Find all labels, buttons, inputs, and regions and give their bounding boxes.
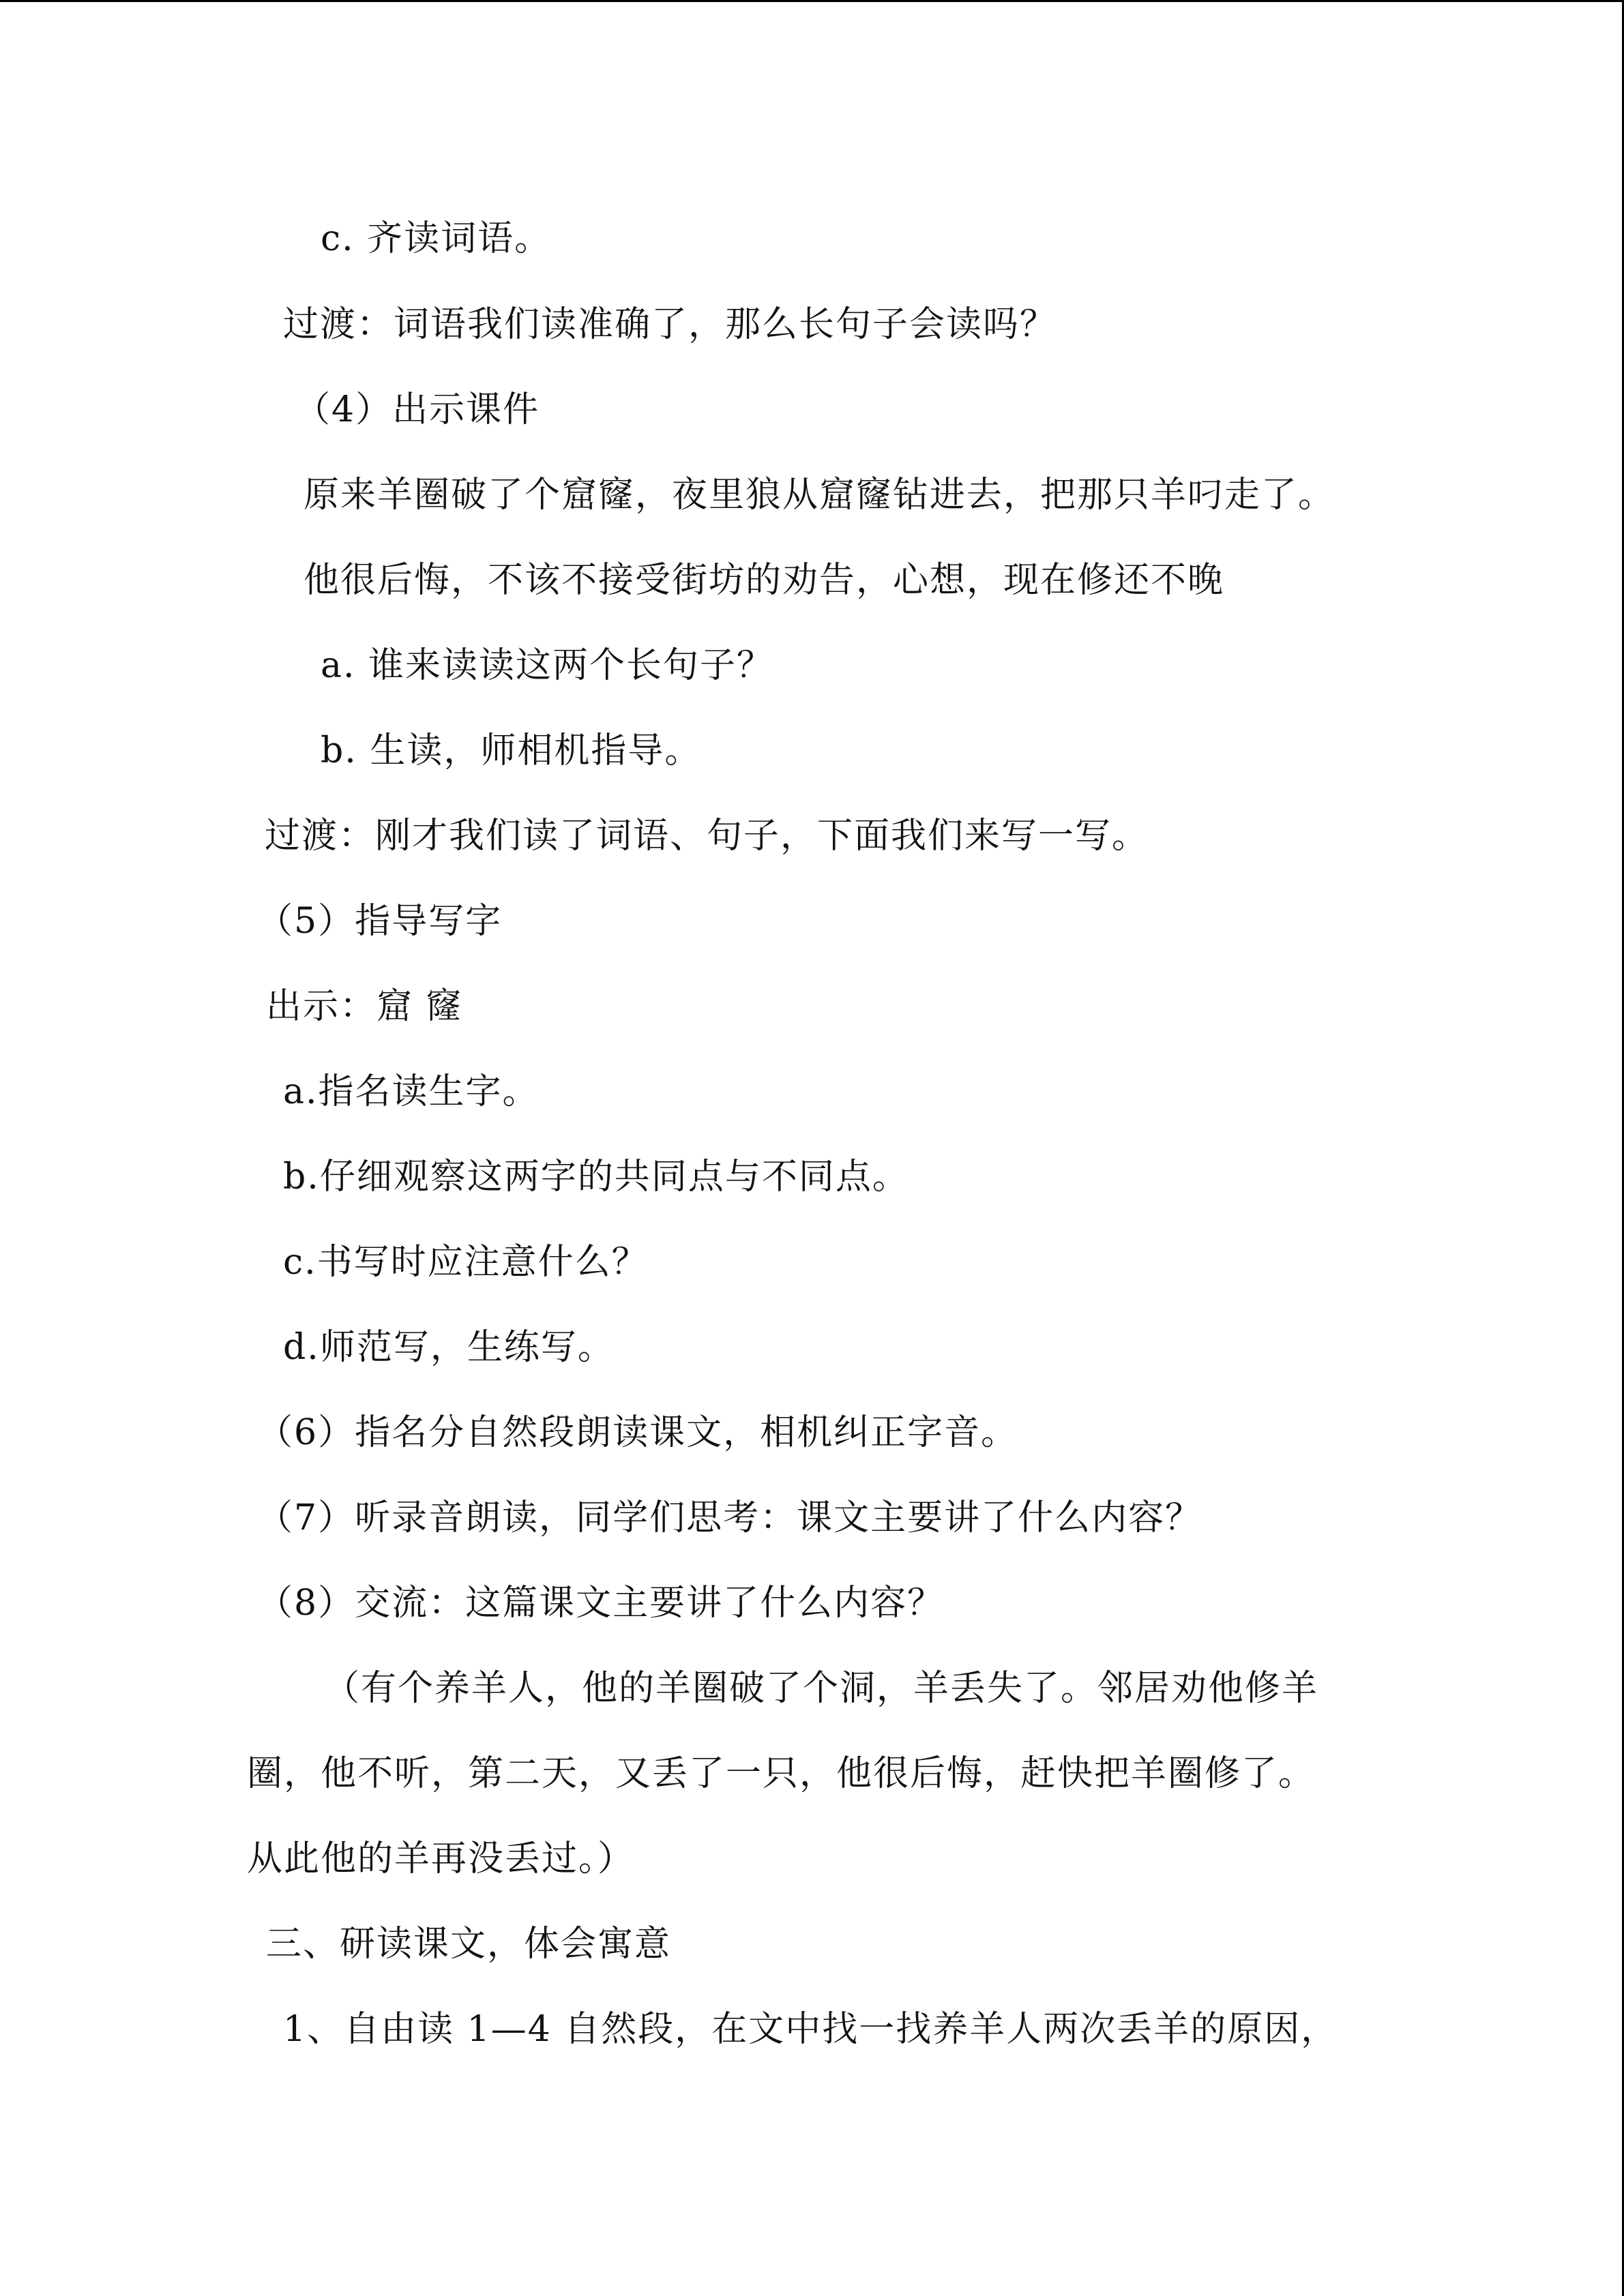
text-line: 过渡：刚才我们读了词语、句子，下面我们来写一写。: [265, 816, 1149, 856]
text-line: d.师范写，生练写。: [283, 1327, 615, 1368]
text-line: 从此他的羊再没丢过。）: [247, 1838, 635, 1879]
text-line: （有个养羊人，他的羊圈破了个洞，羊丢失了。邻居劝他修羊: [324, 1668, 1319, 1709]
text-line: 三、研读课文，体会寓意: [266, 1924, 672, 1965]
text-line: 他很后悔，不该不接受街坊的劝告，心想，现在修还不晚: [304, 560, 1225, 601]
text-line: b.仔细观察这两字的共同点与不同点。: [283, 1157, 909, 1197]
text-line: （6）指名分自然段朗读课文，相机纠正字音。: [257, 1412, 1018, 1453]
text-line: b. 生读，师相机指导。: [321, 730, 702, 771]
text-line: 圈，他不听，第二天，又丢了一只，他很后悔，赶快把羊圈修了。: [247, 1753, 1316, 1794]
text-line: 出示：窟 窿: [266, 986, 463, 1027]
text-line: （7）听录音朗读，同学们思考：课文主要讲了什么内容？: [257, 1497, 1202, 1538]
text-line: 1、自由读 1—4 自然段，在文中找一找养羊人两次丢羊的原因，: [283, 2009, 1338, 2050]
text-line: a. 谁来读读这两个长句子？: [321, 645, 774, 686]
text-line: c. 齐读词语。: [321, 218, 552, 259]
text-line: （8）交流：这篇课文主要讲了什么内容？: [257, 1583, 945, 1624]
text-line: a.指名读生字。: [283, 1071, 540, 1112]
text-line: 过渡：词语我们读准确了，那么长句子会读吗？: [283, 304, 1057, 345]
text-line: 原来羊圈破了个窟窿，夜里狼从窟窿钻进去，把那只羊叼走了。: [304, 475, 1335, 516]
text-line: （4）出示课件: [295, 389, 540, 430]
text-line: （5）指导写字: [257, 901, 503, 942]
text-line: c.书写时应注意什么？: [283, 1242, 649, 1283]
